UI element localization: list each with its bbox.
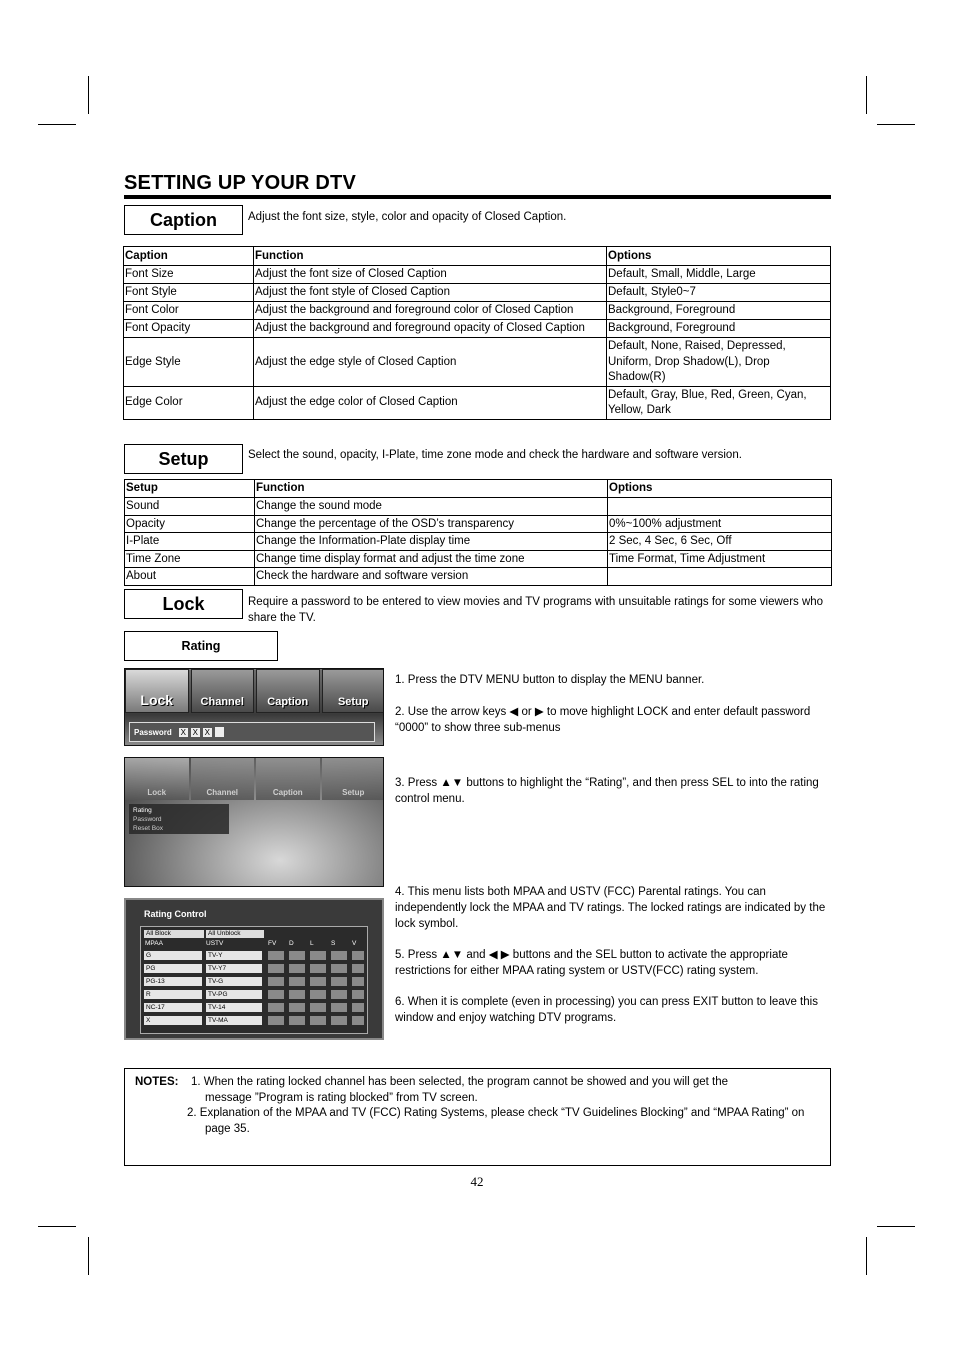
- note-2-line-1: 2. Explanation of the MPAA and TV (FCC) Rating Systems, please check “TV Guidelines Blocking” and “MPAA Rating” on: [187, 1107, 805, 1119]
- rating-row: [144, 989, 364, 1002]
- lock-tab-label: Lock: [140, 692, 174, 708]
- table-cell: Adjust the background and foreground opacity of Closed Caption: [254, 320, 607, 338]
- table-cell: Adjust the edge color of Closed Caption: [254, 386, 607, 419]
- menu-tab-lock: [125, 758, 189, 800]
- ustv-rating: TV-14: [206, 1003, 262, 1012]
- rating-row: [144, 1015, 364, 1028]
- crop-mark: [877, 1226, 915, 1227]
- page-title: SETTING UP YOUR DTV: [124, 172, 356, 194]
- mpaa-rating: R: [144, 990, 202, 999]
- table-cell: Change the sound mode: [255, 498, 608, 516]
- caption-header-caption: Caption: [124, 247, 254, 266]
- table-cell: 0%~100% adjustment: [608, 515, 832, 533]
- table-cell: Font Color: [124, 302, 254, 320]
- step-4: 4. This menu lists both MPAA and USTV (FCC) Parental ratings. You can independently lock the MPAA and TV ratings. The locked ratings are indicated by the lock symbol.: [395, 886, 826, 930]
- rating-row: [144, 1002, 364, 1015]
- menu-tab-lock: [125, 669, 189, 713]
- page-number: 42: [470, 1174, 484, 1189]
- setup-header-function: Function: [255, 480, 608, 498]
- mpaa-rating: PG: [144, 964, 202, 973]
- caption-tab-label: Caption: [272, 788, 303, 797]
- table-cell: About: [125, 568, 255, 586]
- table-cell: Adjust the edge style of Closed Caption: [254, 338, 607, 387]
- crop-mark: [38, 124, 76, 125]
- caption-table: [123, 246, 831, 420]
- password-digit: X: [180, 727, 186, 737]
- table-cell: Time Zone: [125, 550, 255, 568]
- rating-row: [144, 976, 364, 989]
- note-1-line-2: message ”Program is rating blocked” from TV screen.: [205, 1092, 478, 1104]
- mpaa-header: MPAA: [145, 940, 163, 947]
- steps-block-2: [395, 775, 835, 807]
- setup-tab-label: Setup: [342, 788, 365, 797]
- steps-block-1: [395, 672, 835, 736]
- channel-tab-label: Channel: [200, 696, 244, 708]
- table-cell: Default, Style0~7: [607, 284, 831, 302]
- table-cell: Default, Gray, Blue, Red, Green, Cyan, Yellow, Dark: [607, 386, 831, 419]
- table-cell: Font Style: [124, 284, 254, 302]
- lock-tab-label: Lock: [147, 788, 167, 797]
- table-cell: Font Opacity: [124, 320, 254, 338]
- table-row: [124, 302, 831, 320]
- table-cell: Edge Style: [124, 338, 254, 387]
- caption-heading: Caption: [124, 205, 243, 235]
- step-6: 6. When it is complete (even in processing) you can press EXIT button to leave this window and enjoy watching DTV programs.: [395, 996, 818, 1024]
- step-2: 2. Use the arrow keys ◀ or ▶ to move highlight LOCK and enter default password “0000” to show three sub-menus: [395, 706, 811, 734]
- step-5: 5. Press ▲▼ and ◀ ▶ buttons and the SEL button to activate the appropriate restrictions for either MPAA rating system or USTV(FCC) rating system.: [395, 949, 788, 977]
- ustv-rating: TV-Y: [206, 951, 262, 960]
- table-cell: Change time display format and adjust the time zone: [255, 550, 608, 568]
- menu-tab-setup: [322, 758, 385, 800]
- table-cell: I-Plate: [125, 533, 255, 551]
- mpaa-rating: PG-13: [144, 977, 202, 986]
- table-cell: [608, 568, 832, 586]
- table-cell: Time Format, Time Adjustment: [608, 550, 832, 568]
- content-header-s: S: [331, 940, 336, 947]
- table-row: [124, 284, 831, 302]
- rating-row: [144, 950, 364, 963]
- password-digit: X: [204, 727, 210, 737]
- table-cell: Change the percentage of the OSD’s transparency: [255, 515, 608, 533]
- all-block-button: All Block: [144, 930, 204, 938]
- crop-mark: [866, 76, 867, 114]
- setup-header-options: Options: [608, 480, 832, 498]
- table-cell: Opacity: [125, 515, 255, 533]
- rating-row: [144, 963, 364, 976]
- table-cell: 2 Sec, 4 Sec, 6 Sec, Off: [608, 533, 832, 551]
- crop-mark: [38, 1226, 76, 1227]
- crop-mark: [88, 1237, 89, 1275]
- crop-mark: [866, 1237, 867, 1275]
- table-cell: Default, None, Raised, Depressed, Uniform, Drop Shadow(L), Drop Shadow(R): [607, 338, 831, 387]
- crop-mark: [88, 76, 89, 114]
- table-cell: Default, Small, Middle, Large: [607, 266, 831, 284]
- table-row: [124, 338, 831, 387]
- setup-heading: Setup: [124, 444, 243, 474]
- mpaa-rating: NC-17: [144, 1003, 202, 1012]
- table-row: [125, 533, 832, 551]
- step-1: 1. Press the DTV MENU button to display the MENU banner.: [395, 674, 705, 686]
- ustv-header: USTV: [206, 940, 224, 947]
- table-cell: Adjust the background and foreground color of Closed Caption: [254, 302, 607, 320]
- ustv-rating: TV-PG: [206, 990, 262, 999]
- setup-tab-label: Setup: [337, 696, 369, 708]
- password-bar: [129, 722, 375, 742]
- table-cell: Adjust the font size of Closed Caption: [254, 266, 607, 284]
- title-rule: [124, 195, 831, 199]
- table-cell: Sound: [125, 498, 255, 516]
- content-header-d: D: [289, 940, 294, 947]
- menu-tab-caption: [256, 669, 320, 713]
- mpaa-rating: X: [144, 1016, 202, 1025]
- setup-description: Select the sound, opacity, I-Plate, time zone mode and check the hardware and software version.: [248, 449, 742, 461]
- setup-header-setup: Setup: [125, 480, 255, 498]
- table-cell: Adjust the font style of Closed Caption: [254, 284, 607, 302]
- notes-label: NOTES:: [135, 1076, 179, 1088]
- ustv-rating: TV-MA: [206, 1016, 262, 1025]
- notes-box: [124, 1068, 831, 1166]
- rating-control-screenshot: [124, 898, 384, 1040]
- caption-description: Adjust the font size, style, color and opacity of Closed Caption.: [248, 211, 567, 223]
- rating-control-title: Rating Control: [144, 909, 207, 919]
- caption-header-options: Options: [607, 247, 831, 266]
- table-cell: [608, 498, 832, 516]
- table-row: [125, 515, 832, 533]
- step-3: 3. Press ▲▼ buttons to highlight the “Rating”, and then press SEL to into the rating control menu.: [395, 777, 819, 805]
- table-cell: Change the Information-Plate display time: [255, 533, 608, 551]
- table-cell: Background, Foreground: [607, 302, 831, 320]
- all-unblock-button: All Unblock: [206, 930, 264, 938]
- content-header-v: V: [352, 940, 357, 947]
- table-row: [124, 386, 831, 419]
- mpaa-rating: G: [144, 951, 202, 960]
- lock-heading: Lock: [124, 589, 243, 619]
- table-row: [124, 266, 831, 284]
- note-1-line-1: 1. When the rating locked channel has been selected, the program cannot be showed and you will get the: [191, 1076, 729, 1088]
- lock-submenu: [129, 804, 229, 834]
- rating-subheading: Rating: [124, 631, 278, 661]
- submenu-item-password: Password: [133, 816, 162, 823]
- crop-mark: [877, 124, 915, 125]
- content-header-l: L: [310, 940, 314, 947]
- content-header-fv: FV: [268, 940, 277, 947]
- submenu-item-rating: Rating: [133, 807, 152, 814]
- channel-tab-label: Channel: [206, 788, 239, 797]
- submenu-item-reset-box: Reset Box: [133, 825, 163, 832]
- lock-submenu-screenshot: [124, 757, 384, 887]
- ustv-rating: TV-G: [206, 977, 262, 986]
- table-cell: Background, Foreground: [607, 320, 831, 338]
- lock-description: Require a password to be entered to view movies and TV programs with unsuitable ratings for some viewers who share the TV.: [248, 596, 824, 624]
- password-digit: X: [192, 727, 198, 737]
- table-row: [125, 550, 832, 568]
- note-2-line-2: page 35.: [205, 1123, 250, 1135]
- table-cell: Edge Color: [124, 386, 254, 419]
- menu-tab-setup: [322, 669, 385, 713]
- password-label: Password: [134, 727, 172, 737]
- ustv-rating: TV-Y7: [206, 964, 262, 973]
- menu-tab-channel: [191, 758, 255, 800]
- caption-tab-label: Caption: [267, 696, 309, 708]
- menu-banner-screenshot: [124, 668, 384, 746]
- table-cell: Font Size: [124, 266, 254, 284]
- steps-block-3: [395, 884, 835, 1026]
- table-row: [125, 498, 832, 516]
- menu-tab-caption: [256, 758, 320, 800]
- setup-table: [124, 479, 832, 586]
- table-cell: Check the hardware and software version: [255, 568, 608, 586]
- table-row: [124, 320, 831, 338]
- caption-header-function: Function: [254, 247, 607, 266]
- menu-tab-channel: [191, 669, 255, 713]
- table-row: [125, 568, 832, 586]
